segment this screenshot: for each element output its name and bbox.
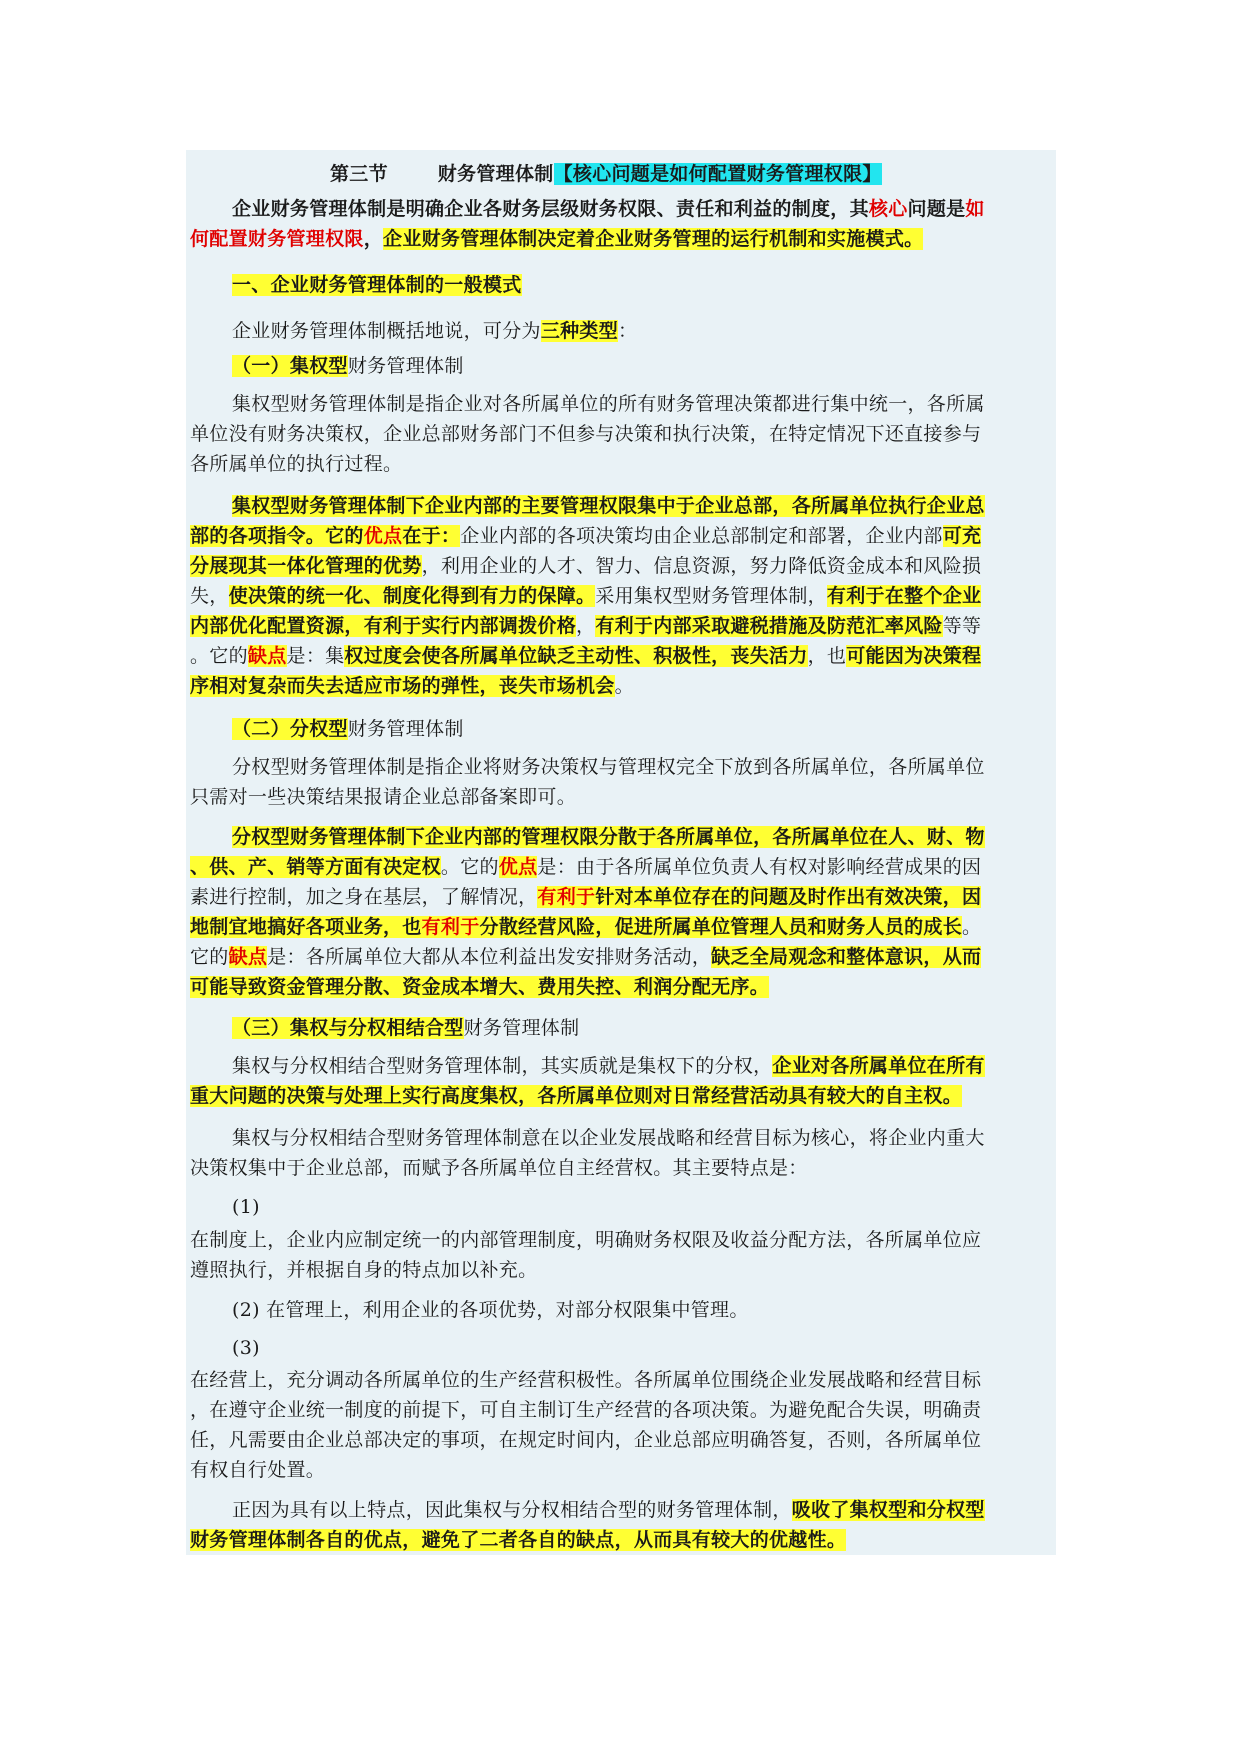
s2-p2-line: 可能导致资金管理分散、资金成本增大、费用失控、利润分配无序。 <box>190 976 770 998</box>
s1-p2-line: 分展现其一体化管理的优势，利用企业的人才、智力、信息资源，努力降低资金成本和风险损 <box>190 555 982 577</box>
s2-p2-line: 分权型财务管理体制下企业内部的管理权限分散于各所属单位，各所属单位在人、财、物 <box>232 826 985 848</box>
s2-p2-line: 、供、产、销等方面有决定权。它的优点是：由于各所属单位负责人有权对影响经营成果的因 <box>190 856 982 878</box>
s2-p1-line: 只需对一些决策结果报请企业总部备案即可。 <box>190 786 577 808</box>
s2-p2-line: 地制宜地搞好各项业务，也有利于分散经营风险，促进所属单位管理人员和财务人员的成长。 <box>190 916 982 938</box>
s3-p2-line: 决策权集中于企业总部，而赋予各所属单位自主经营权。其主要特点是： <box>190 1157 808 1179</box>
s1-p2-line: 内部优化配置资源，有利于实行内部调拨价格，有利于内部采取避税措施及防范汇率风险等等 <box>190 615 982 637</box>
feature-number-1: (1) <box>232 1196 260 1218</box>
intro-line-1: 企业财务管理体制是明确企业各财务层级财务权限、责任和利益的制度，其核心问题是如 <box>232 198 985 220</box>
subheading-centralized: （一）集权型财务管理体制 <box>232 355 464 377</box>
conclusion-line: 正因为具有以上特点，因此集权与分权相结合型的财务管理体制，吸收了集权型和分权型 <box>232 1499 985 1521</box>
feature-1-line: 遵照执行，并根据自身的特点加以补充。 <box>190 1259 538 1281</box>
s1-p2-line: 失，使决策的统一化、制度化得到有力的保障。采用集权型财务管理体制，有利于在整个企业 <box>190 585 982 607</box>
s2-p2-line: 素进行控制，加之身在基层，了解情况，有利于针对本单位存在的问题及时作出有效决策，因 <box>190 886 982 908</box>
s1-p2-line: 序相对复杂而失去适应市场的弹性，丧失市场机会。 <box>190 675 634 697</box>
section-number: 第三节 <box>330 163 388 185</box>
feature-3-line: 有权自行处置。 <box>190 1459 326 1481</box>
feature-3-line: ，在遵守企业统一制度的前提下，可自主制订生产经营的各项决策。为避免配合失误，明确责 <box>190 1399 982 1421</box>
feature-3-line: 任，凡需要由企业总部决定的事项，在规定时间内，企业总部应明确答复，否则，各所属单位 <box>190 1429 982 1451</box>
s1-p2-line: 部的各项指令。它的优点在于：企业内部的各项决策均由企业总部制定和部署，企业内部可充 <box>190 525 982 547</box>
section-name: 财务管理体制 <box>437 163 554 185</box>
heading-general-modes: 一、企业财务管理体制的一般模式 <box>232 274 522 296</box>
types-line: 企业财务管理体制概括地说，可分为三种类型： <box>232 320 638 342</box>
s1-p2-line: 集权型财务管理体制下企业内部的主要管理权限集中于企业总部，各所属单位执行企业总 <box>232 495 985 517</box>
s2-p1-line: 分权型财务管理体制是指企业将财务决策权与管理权完全下放到各所属单位，各所属单位 <box>232 756 985 778</box>
subheading-decentralized: （二）分权型财务管理体制 <box>232 718 464 740</box>
subheading-combined: （三）集权与分权相结合型财务管理体制 <box>232 1017 580 1039</box>
intro-line-2: 何配置财务管理权限，企业财务管理体制决定着企业财务管理的运行机制和实施模式。 <box>190 228 924 250</box>
feature-3-line: 在经营上，充分调动各所属单位的生产经营积极性。各所属单位围绕企业发展战略和经营目标 <box>190 1369 982 1391</box>
s1-p1-line: 单位没有财务决策权，企业总部财务部门不但参与决策和执行决策，在特定情况下还直接参与 <box>190 423 982 445</box>
s1-p1-line: 集权型财务管理体制是指企业对各所属单位的所有财务管理决策都进行集中统一，各所属 <box>232 393 985 415</box>
s3-p1-line: 重大问题的决策与处理上实行高度集权，各所属单位则对日常经营活动具有较大的自主权。 <box>190 1085 963 1107</box>
section-highlight: 【核心问题是如何配置财务管理权限】 <box>553 163 882 185</box>
section-title <box>330 160 1190 189</box>
feature-1-line: 在制度上，企业内应制定统一的内部管理制度，明确财务权限及收益分配方法，各所属单位应 <box>190 1229 982 1251</box>
s1-p2-line: 。它的缺点是：集权过度会使各所属单位缺乏主动性、积极性，丧失活力，也可能因为决策程 <box>190 645 982 667</box>
feature-2: (2) 在管理上，利用企业的各项优势，对部分权限集中管理。 <box>232 1299 749 1321</box>
s1-p1-line: 各所属单位的执行过程。 <box>190 453 403 475</box>
s2-p2-line: 它的缺点是：各所属单位大都从本位利益出发安排财务活动，缺乏全局观念和整体意识，从而 <box>190 946 982 968</box>
feature-number-3: (3) <box>232 1337 260 1359</box>
conclusion-line: 财务管理体制各自的优点，避免了二者各自的缺点，从而具有较大的优越性。 <box>190 1529 847 1551</box>
s3-p1-line: 集权与分权相结合型财务管理体制，其实质就是集权下的分权，企业对各所属单位在所有 <box>232 1055 985 1077</box>
s3-p2-line: 集权与分权相结合型财务管理体制意在以企业发展战略和经营目标为核心，将企业内重大 <box>232 1127 985 1149</box>
